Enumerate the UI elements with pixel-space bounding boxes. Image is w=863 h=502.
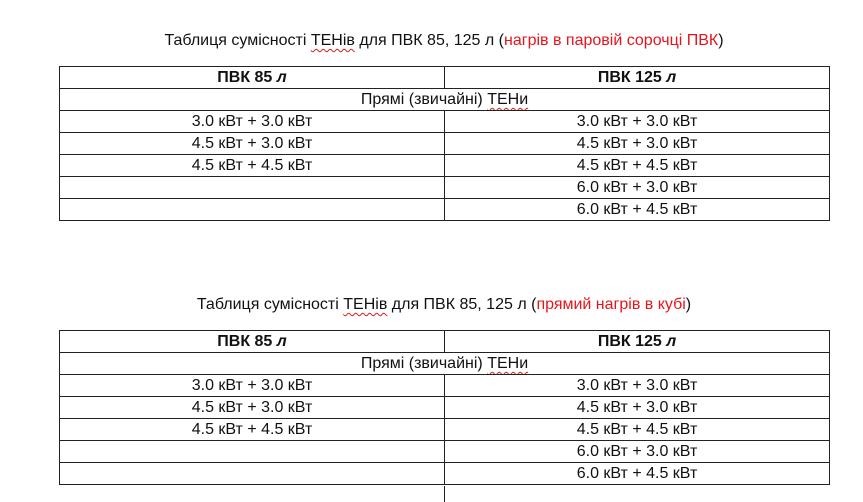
cell-pvk85: 4.5 кВт + 3.0 кВт <box>60 133 445 155</box>
table-continuation-border <box>444 486 445 502</box>
section-cell <box>60 353 830 375</box>
cell-pvk85: 3.0 кВт + 3.0 кВт <box>60 375 445 397</box>
cell-pvk85: 3.0 кВт + 3.0 кВт <box>60 111 445 133</box>
section-label: Прямі (звичайні) <box>360 355 488 372</box>
caption-misspelled-word[interactable]: ТЕНів <box>343 296 388 313</box>
header-row <box>60 331 830 353</box>
cell-pvk125: 6.0 кВт + 4.5 кВт <box>445 199 830 221</box>
caption-suffix: ) <box>718 32 724 49</box>
header-cell-pvk85 <box>60 67 445 89</box>
header-unit: л <box>276 69 287 86</box>
header-label: ПВК 85 <box>217 333 277 350</box>
compatibility-table <box>59 66 830 221</box>
cell-pvk85 <box>60 463 445 485</box>
header-row <box>60 67 830 89</box>
table-row <box>60 177 830 199</box>
header-unit: л <box>276 333 287 350</box>
cell-pvk125: 3.0 кВт + 3.0 кВт <box>445 375 830 397</box>
table-row <box>60 441 830 463</box>
header-cell-pvk85 <box>60 331 445 353</box>
section-row <box>60 89 830 111</box>
cell-pvk85 <box>60 441 445 463</box>
cell-pvk85 <box>60 177 445 199</box>
section-row <box>60 353 830 375</box>
section-misspelled-word[interactable]: ТЕНи <box>487 91 529 108</box>
caption-middle: для ПВК 85, 125 л ( <box>387 296 537 313</box>
header-unit: л <box>666 69 677 86</box>
cell-pvk125: 4.5 кВт + 3.0 кВт <box>445 397 830 419</box>
caption-prefix: Таблиця сумісності <box>164 32 311 49</box>
header-label: ПВК 125 <box>597 69 667 86</box>
cell-pvk125: 6.0 кВт + 4.5 кВт <box>445 463 830 485</box>
caption-highlight: прямий нагрів в кубі <box>536 296 686 313</box>
cell-pvk85: 4.5 кВт + 3.0 кВт <box>60 397 445 419</box>
cell-pvk125: 3.0 кВт + 3.0 кВт <box>445 111 830 133</box>
table-row <box>60 155 830 177</box>
caption-misspelled-word[interactable]: ТЕНів <box>310 32 355 49</box>
table-row <box>60 397 830 419</box>
table-row <box>60 419 830 441</box>
table-row <box>60 133 830 155</box>
table-caption <box>0 295 863 315</box>
cell-pvk125: 4.5 кВт + 3.0 кВт <box>445 133 830 155</box>
cell-pvk125: 6.0 кВт + 3.0 кВт <box>445 441 830 463</box>
section-cell <box>60 89 830 111</box>
header-label: ПВК 85 <box>217 69 277 86</box>
compatibility-table <box>59 330 830 485</box>
table-row <box>60 463 830 485</box>
table-caption <box>0 31 863 51</box>
cell-pvk85 <box>60 199 445 221</box>
cell-pvk125: 4.5 кВт + 4.5 кВт <box>445 155 830 177</box>
cell-pvk125: 6.0 кВт + 3.0 кВт <box>445 177 830 199</box>
table-row <box>60 111 830 133</box>
table-row <box>60 375 830 397</box>
header-cell-pvk125 <box>445 67 830 89</box>
header-label: ПВК 125 <box>597 333 667 350</box>
caption-middle: для ПВК 85, 125 л ( <box>354 32 504 49</box>
caption-suffix: ) <box>685 296 692 313</box>
caption-highlight: нагрів в паровій сорочці ПВК <box>504 32 719 49</box>
cell-pvk85: 4.5 кВт + 4.5 кВт <box>60 419 445 441</box>
cell-pvk125: 4.5 кВт + 4.5 кВт <box>445 419 830 441</box>
header-cell-pvk125 <box>445 331 830 353</box>
header-unit: л <box>666 333 677 350</box>
section-label: Прямі (звичайні) <box>360 91 488 108</box>
caption-prefix: Таблиця сумісності <box>196 296 344 313</box>
section-misspelled-word[interactable]: ТЕНи <box>487 355 529 372</box>
table-row <box>60 199 830 221</box>
cell-pvk85: 4.5 кВт + 4.5 кВт <box>60 155 445 177</box>
